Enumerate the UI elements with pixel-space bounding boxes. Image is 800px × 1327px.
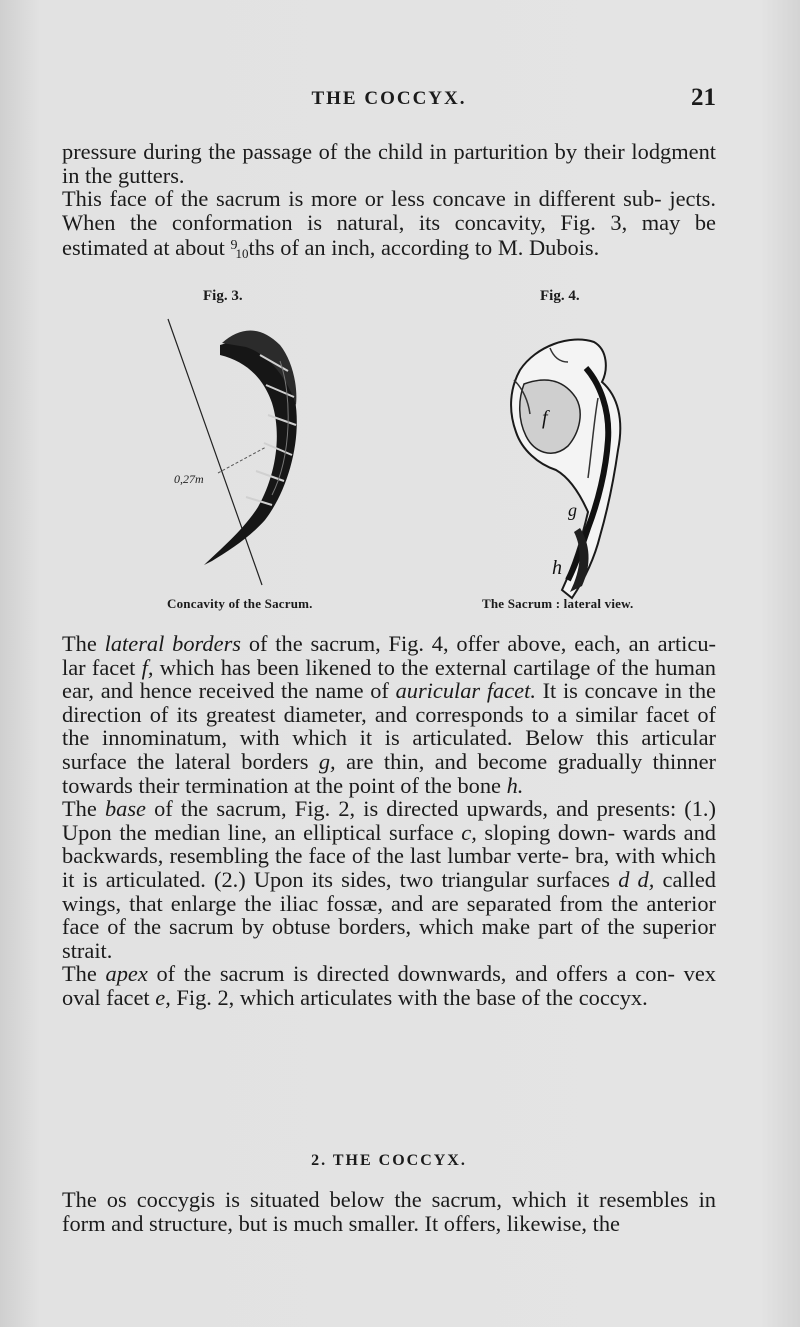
page-number: 21	[691, 84, 716, 111]
text-run: The	[62, 796, 105, 822]
emphasis-apex: apex	[105, 961, 148, 987]
fraction-denominator: 10	[235, 246, 249, 262]
text-run: of the sacrum, Fig. 4, offer above, each, an articu- lar facet	[62, 631, 716, 680]
text-run: Fig. 2, which articulates with the base of the coccyx.	[170, 984, 648, 1010]
fig4-letter-f: f	[542, 407, 548, 429]
emphasis-g: g,	[318, 748, 336, 774]
paragraph-text: This face of the sacrum is more or less concave in different sub- jects. When the conformation is natural, its concavity, Fig. 3, may be estimated at about	[62, 186, 716, 261]
fraction-tail: ths of an inch, according to M. Dubois.	[248, 235, 600, 261]
running-title: THE COCCYX.	[311, 88, 467, 109]
fig3-measure-label: 0,27m	[174, 472, 204, 486]
running-head	[62, 84, 716, 114]
paragraph-lateral-borders	[62, 632, 716, 797]
fig3-caption: Concavity of the Sacrum.	[167, 596, 313, 611]
text-run: The	[62, 631, 105, 656]
emphasis-f: f,	[141, 654, 154, 680]
section-text	[62, 1188, 716, 1235]
text-run: of the sacrum is directed downwards, and offers a con- vex oval facet	[62, 961, 716, 1010]
text-run: The	[62, 961, 106, 987]
emphasis-auricular-facet: auricular facet.	[395, 678, 536, 704]
text-run: called wings, that enlarge the iliac fossæ, and are separated from the anterior face of the sacrum by obtuse borders, which make part of the superior strait.	[62, 866, 716, 963]
emphasis-e: e,	[155, 984, 171, 1010]
section-title: 2. THE COCCYX.	[311, 1152, 467, 1169]
fig4-caption: The Sacrum : lateral view.	[482, 596, 634, 611]
fig3-label: Fig. 3.	[203, 288, 243, 304]
fig4-sacrum-lateral-illustration	[490, 328, 630, 608]
text-run: of the sacrum, Fig. 2, is directed upwards, and presents: (1.) Upon the median line, an elliptical surface	[62, 796, 716, 845]
emphasis-lateral-borders: lateral borders	[104, 631, 241, 656]
fig4-letter-h: h	[552, 557, 562, 579]
fig4-letter-g: g	[568, 500, 577, 520]
text-run: sloping down- wards and backwards, resembling the face of the last lumbar verte- bra, with which it is articulated. (2.) Upon its sides, two triangular surfaces	[62, 819, 717, 892]
text-run: are thin, and become gradually thinner towards their termination at the point of the bone	[62, 748, 717, 798]
text-run: It is concave in the direction of its greatest diameter, and corresponds to a similar facet of the innominatum, with which it is articulated. Below this articular surface the lateral borders	[62, 678, 716, 774]
paragraph: pressure during the passage of the child in parturition by their lodgment in the gutters.	[62, 139, 716, 188]
fig4-label: Fig. 4.	[540, 288, 580, 304]
emphasis-h: h.	[506, 772, 524, 798]
fig3-sacrum-concavity-illustration	[160, 315, 310, 595]
emphasis-base: base	[104, 796, 146, 822]
paragraph: The os coccygis is situated below the sacrum, which it resembles in form and structure, but is much smaller. It offers, likewise, the	[62, 1187, 716, 1236]
emphasis-d-d: d d,	[618, 866, 655, 892]
paragraph-apex	[62, 962, 716, 1009]
fraction-numerator: 9	[230, 238, 238, 254]
top-text	[62, 140, 716, 266]
text-run: which has been likened to the external cartilage of the human ear, and hence received the name of	[62, 654, 716, 704]
body-text	[62, 632, 716, 1010]
emphasis-c: c,	[461, 819, 477, 845]
paragraph	[62, 187, 716, 266]
paragraph-base	[62, 797, 716, 962]
